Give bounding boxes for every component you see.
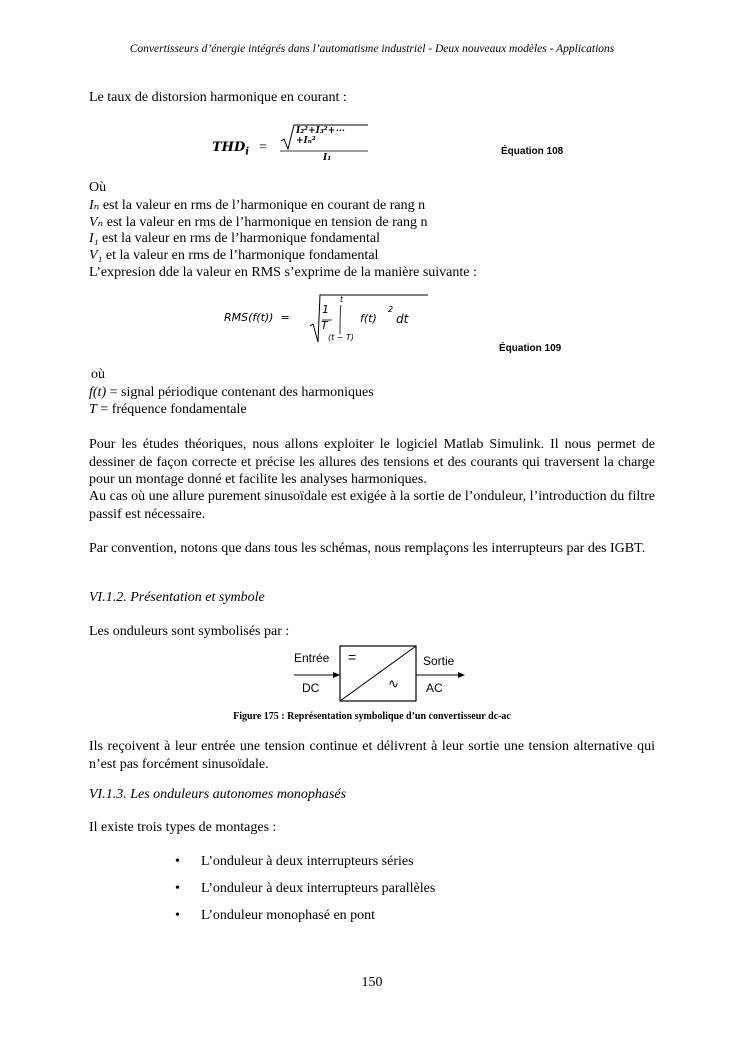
- thd-equation: [212, 122, 362, 172]
- types-intro: Il existe trois types de montages :: [89, 820, 277, 835]
- thd-denominator: I₁: [323, 153, 332, 163]
- equation-108-label: Équation 108: [501, 146, 564, 157]
- thd-intro: Le taux de distorsion harmonique en courant :: [89, 90, 347, 105]
- inverter-symbol-diagram: [292, 643, 472, 705]
- def-in: Iₙ est la valeur en rms de l’harmonique en courant de rang n: [89, 198, 426, 213]
- thd-numerator: I₂²+I₃²+⋯+Iₙ²: [296, 126, 345, 146]
- rms-frac-num: 1: [322, 303, 329, 316]
- equation-109-label: Équation 109: [499, 343, 562, 354]
- def-i1: I₁ est la valeur en rms de l’harmonique fondamental: [89, 231, 380, 246]
- rms-power: 2: [388, 305, 394, 314]
- bullet-item: • L’onduleur à deux interrupteurs séries: [175, 854, 414, 869]
- rms-frac-den: T: [321, 319, 328, 332]
- thd-equals: =: [259, 140, 267, 155]
- ou-label-2: où: [91, 367, 105, 382]
- symbol-intro: Les onduleurs sont symbolisés par :: [89, 624, 290, 639]
- paragraph-filter: Au cas où une allure purement sinusoïdale est exigée à la sortie de l’onduleur, l’introduction du filtre passif est nécessaire.: [89, 489, 655, 522]
- bullet-item: • L’onduleur à deux interrupteurs parallèles: [175, 881, 436, 896]
- paragraph-simulink: Pour les études théoriques, nous allons exploiter le logiciel Matlab Simulink. Il nous permet de dessiner de façon correcte et précise les allures des tensions et des courants qui traversent la charge pour un montage donné et facilite les analyses harmoniques.: [89, 437, 655, 487]
- bullet-item: • L’onduleur monophasé en pont: [175, 908, 376, 923]
- figure-caption: Figure 175 : Représentation symbolique d’un convertisseur dc-ac: [233, 711, 511, 722]
- ou-label: Où: [89, 180, 107, 195]
- page-number: 150: [361, 975, 383, 990]
- rms-dt: dt: [396, 312, 409, 326]
- input-label: Entrée: [294, 651, 330, 665]
- def-ft: f(t) = signal périodique contenant des harmoniques: [89, 385, 374, 400]
- output-label: Sortie: [423, 654, 455, 668]
- bullet-icon: •: [175, 854, 180, 869]
- rms-lower-limit: (t − T): [328, 333, 355, 342]
- rms-lhs: RMS(f(t)) =: [224, 311, 290, 324]
- def-t: T = fréquence fondamentale: [89, 402, 247, 417]
- paragraph-output: Ils reçoivent à leur entrée une tension continue et délivrent à leur sortie une tension alternative qui n’est pas forcément sinusoïdale.: [89, 739, 655, 772]
- output-type: AC: [426, 681, 443, 695]
- def-vn: Vₙ est la valeur en rms de l’harmonique en tension de rang n: [89, 215, 428, 230]
- dc-symbol: =: [348, 649, 357, 665]
- section-heading-presentation: VI.1.2. Présentation et symbole: [89, 590, 265, 605]
- def-v1: V₁ et la valeur en rms de l’harmonique fondamental: [89, 248, 379, 263]
- rms-integrand: f(t): [360, 312, 377, 325]
- converter-box-drawing: [292, 643, 472, 705]
- rms-intro: L’expresion dde la valeur en RMS s’exprime de la manière suivante :: [89, 265, 477, 280]
- ac-wave-icon: ∿: [388, 677, 399, 692]
- rms-upper-limit: t: [340, 295, 344, 304]
- rms-equation: [224, 294, 429, 346]
- section-heading-monophase: VI.1.3. Les onduleurs autonomes monophasés: [89, 787, 347, 802]
- paragraph-igbt: Par convention, notons que dans tous les schémas, nous remplaçons les interrupteurs par des IGBT.: [89, 541, 646, 556]
- thd-lhs: $THD_i$: [212, 140, 250, 158]
- bullet-icon: •: [175, 908, 180, 923]
- bullet-icon: •: [175, 881, 180, 896]
- input-type: DC: [302, 681, 320, 695]
- running-header: Convertisseurs d’énergie intégrés dans l’automatisme industriel - Deux nouveaux modèles - Applications: [129, 43, 615, 55]
